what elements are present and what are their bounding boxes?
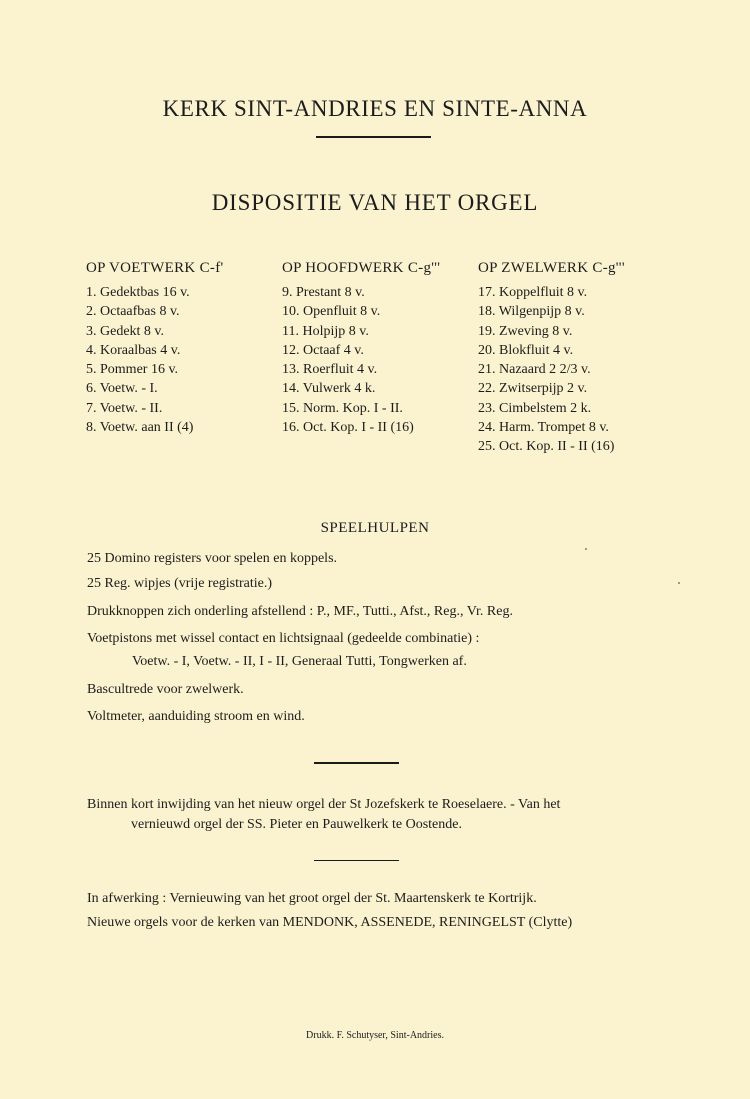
register-item: 2. Octaafbas 8 v. [86, 304, 180, 320]
aid-line: Drukknoppen zich onderling afstellend : P., MF., Tutti., Afst., Reg., Vr. Reg. [87, 604, 513, 619]
register-item: 23. Cimbelstem 2 k. [478, 400, 592, 416]
register-item: 15. Norm. Kop. I - II. [282, 400, 403, 416]
paper-speck [585, 548, 587, 550]
section-divider [314, 860, 399, 861]
register-list [282, 283, 440, 437]
notice-inwijding [87, 795, 560, 835]
register-item: 9. Prestant 8 v. [282, 285, 365, 300]
page-title: KERK SINT-ANDRIES EN SINTE-ANNA [162, 96, 588, 121]
section-divider [314, 762, 399, 764]
register-list [86, 283, 224, 437]
aid-line: Voetpistons met wissel contact en lichtsignaal (gedeelde combinatie) : [87, 631, 480, 646]
column-zwelwerk [478, 260, 625, 457]
register-item: 6. Voetw. - I. [86, 381, 158, 397]
aid-line: 25 Domino registers voor spelen en koppels. [87, 551, 338, 566]
register-list [478, 283, 625, 457]
register-item: 16. Oct. Kop. I - II (16) [282, 420, 414, 436]
register-item: 18. Wilgenpijp 8 v. [478, 304, 585, 320]
aid-line: Bascultrede voor zwelwerk. [87, 682, 244, 697]
register-item: 3. Gedekt 8 v. [86, 323, 165, 339]
column-voetwerk [86, 260, 224, 437]
register-item: 19. Zweving 8 v. [478, 323, 573, 339]
page-subtitle: DISPOSITIE VAN HET ORGEL [211, 190, 539, 215]
notice-line: vernieuwd orgel der SS. Pieter en Pauwelkerk te Oostende. [131, 817, 462, 832]
register-item: 1. Gedektbas 16 v. [86, 285, 190, 300]
register-item: 24. Harm. Trompet 8 v. [478, 420, 609, 436]
column-heading: OP HOOFDWERK C-g''' [282, 260, 441, 276]
notice-line: Nieuwe orgels voor de kerken van MENDONK, ASSENEDE, RENINGELST (Clytte) [87, 915, 573, 930]
aid-line: Voltmeter, aanduiding stroom en wind. [87, 709, 305, 724]
notice-line: Binnen kort inwijding van het nieuw orgel der St Jozefskerk te Roeselaere. - Van het [87, 797, 561, 812]
register-item: 11. Holpijp 8 v. [282, 323, 369, 339]
notice-afwerking [87, 889, 572, 933]
column-heading: OP ZWELWERK C-g''' [478, 260, 625, 276]
printer-credit: Drukk. F. Schutyser, Sint-Andries. [306, 1030, 444, 1041]
paper-speck [678, 582, 680, 584]
title-divider [316, 136, 431, 138]
register-item: 4. Koraalbas 4 v. [86, 342, 181, 358]
aid-line: Voetw. - I, Voetw. - II, I - II, Generaal Tutti, Tongwerken af. [132, 654, 467, 669]
register-item: 10. Openfluit 8 v. [282, 304, 381, 320]
column-heading: OP VOETWERK C-f' [86, 260, 224, 276]
register-item: 12. Octaaf 4 v. [282, 342, 364, 358]
register-item: 14. Vulwerk 4 k. [282, 381, 376, 397]
register-item: 8. Voetw. aan II (4) [86, 420, 194, 436]
register-item: 25. Oct. Kop. II - II (16) [478, 439, 615, 455]
register-item: 17. Koppelfluit 8 v. [478, 285, 588, 300]
register-item: 7. Voetw. - II. [86, 400, 163, 416]
register-item: 20. Blokfluit 4 v. [478, 342, 574, 358]
column-hoofdwerk [282, 260, 440, 437]
register-item: 22. Zwitserpijp 2 v. [478, 381, 588, 397]
aid-line: 25 Reg. wipjes (vrije registratie.) [87, 576, 273, 591]
register-item: 13. Roerfluit 4 v. [282, 362, 378, 378]
speelhulpen-heading: SPEELHULPEN [320, 520, 430, 536]
notice-line: In afwerking : Vernieuwing van het groot orgel der St. Maartenskerk te Kortrijk. [87, 891, 537, 906]
register-item: 21. Nazaard 2 2/3 v. [478, 362, 591, 378]
register-item: 5. Pommer 16 v. [86, 362, 179, 378]
